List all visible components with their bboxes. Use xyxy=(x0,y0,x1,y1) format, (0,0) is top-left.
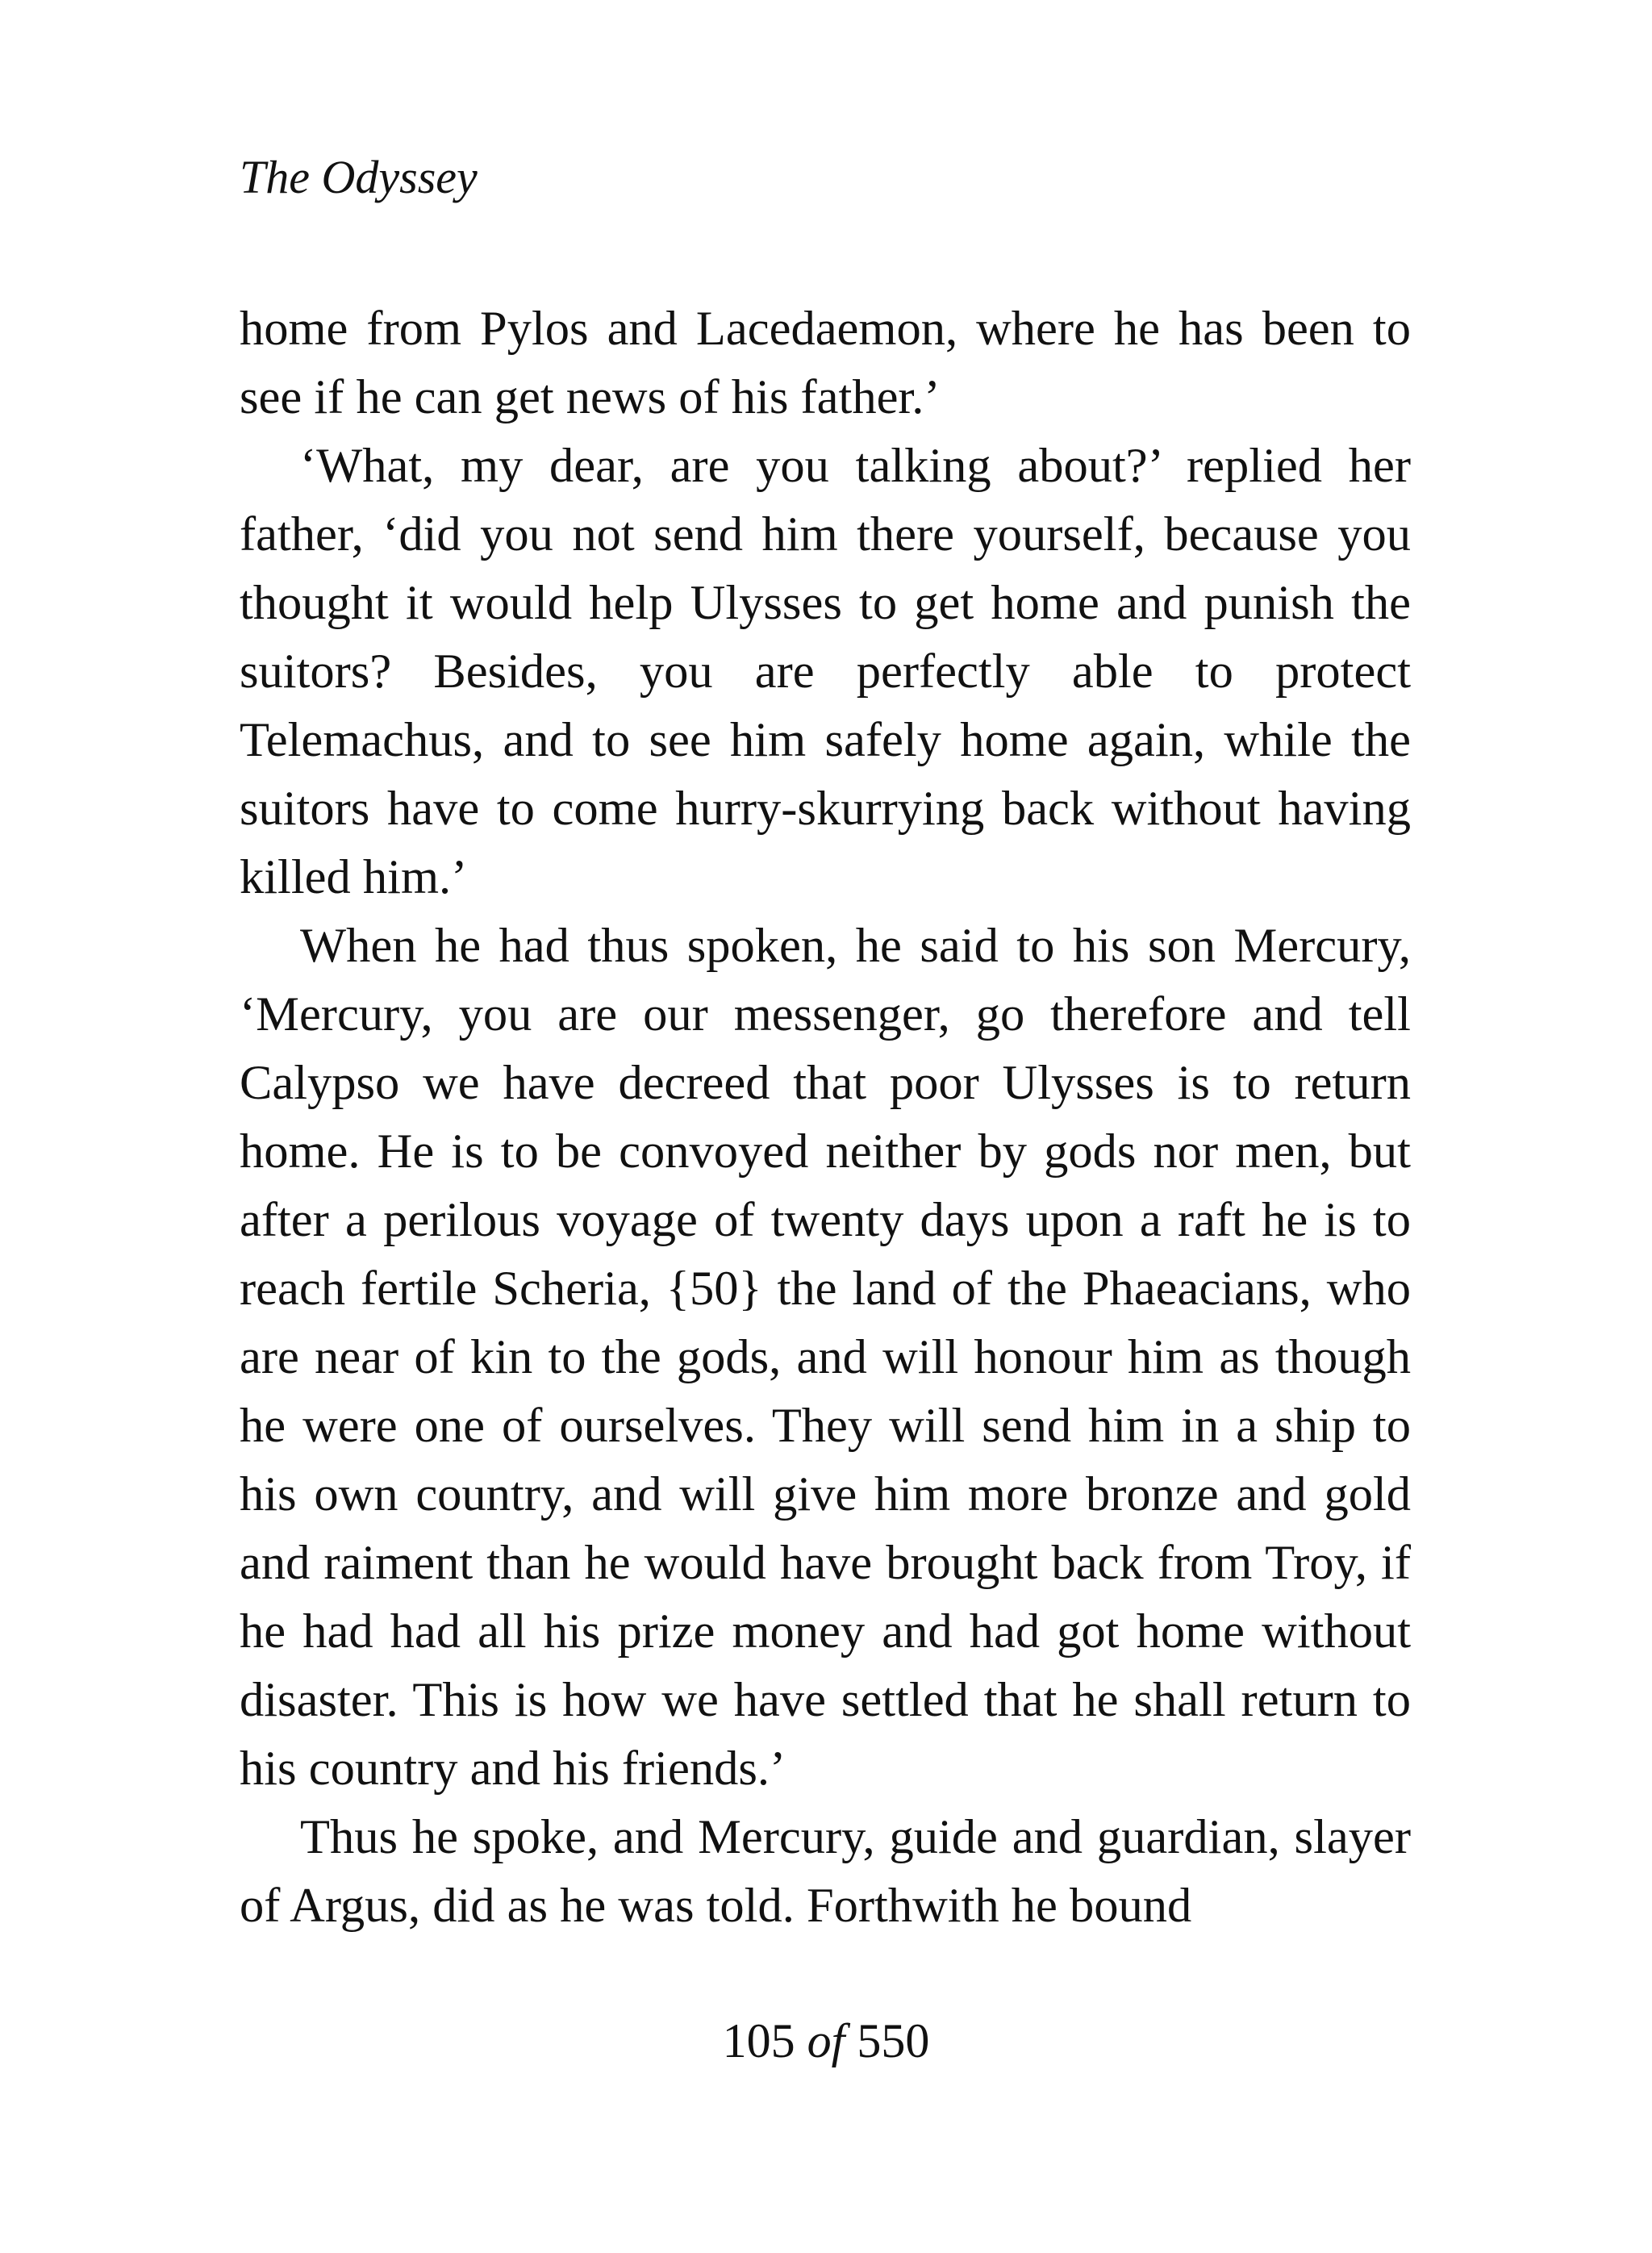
paragraph: ‘What, my dear, are you talking about?’ replied her father, ‘did you not send him there yourself, because you thought it would help Ulysses to get home and punish the suitors? Besides, you are perfectly able to protect Telemachus, and to see him safely home again, while the suitors have to come hurry-skurrying back without having killed him.’ xyxy=(240,439,1411,904)
paragraph-continuation: home from Pylos and Lacedaemon, where he has been to see if he can get news of his father.’ xyxy=(240,302,1411,424)
body-text xyxy=(240,294,1411,1940)
running-title: The Odyssey xyxy=(240,151,478,203)
page-number xyxy=(0,2009,1652,2073)
paragraph: When he had thus spoken, he said to his son Mercury, ‘Mercury, you are our messenger, go therefore and tell Calypso we have decreed that poor Ulysses is to return home. He is to be convoyed neither by gods nor men, but after a perilous voyage of twenty days upon a raft he is to reach fertile Scheria, {50} the land of the Phaeacians, who are near of kin to the gods, and will honour him as though he were one of ourselves. They will send him in a ship to his own country, and will give him more bronze and gold and raiment than he would have brought back from Troy, if he had had all his prize money and had got home without disaster. This is how we have settled that he shall return to his country and his friends.’ xyxy=(240,919,1411,1796)
page-of-label: of xyxy=(807,2014,845,2067)
page-current: 105 xyxy=(722,2014,795,2067)
paragraph: Thus he spoke, and Mercury, guide and guardian, slayer of Argus, did as he was told. Forthwith he bound xyxy=(240,1810,1411,1933)
page-total: 550 xyxy=(857,2014,930,2067)
